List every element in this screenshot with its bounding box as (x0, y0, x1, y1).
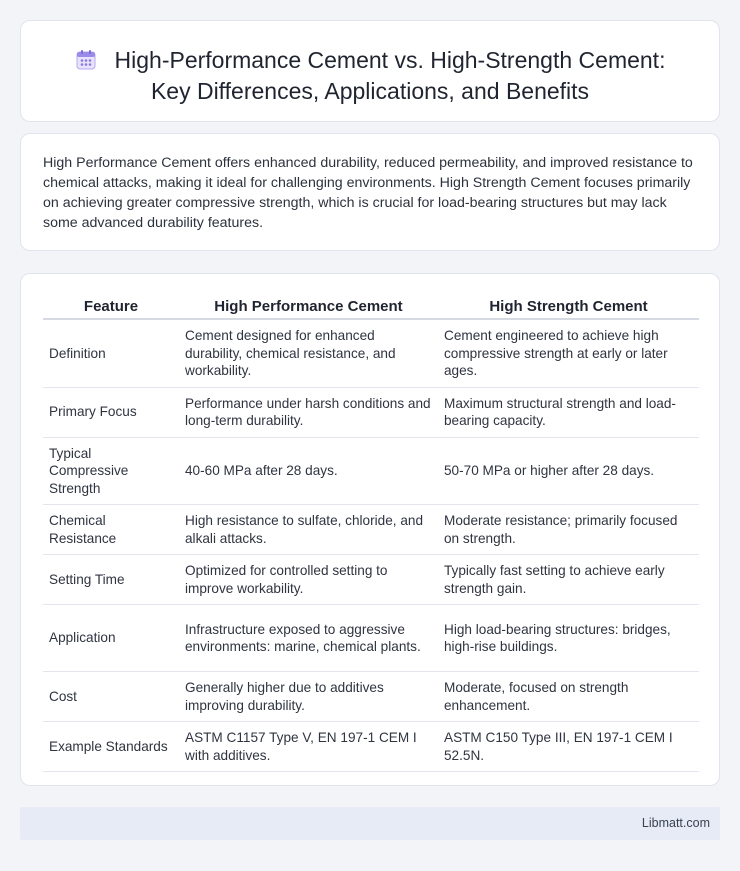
performance-cell: Optimized for controlled setting to improve workability. (179, 555, 438, 605)
strength-cell: Maximum structural strength and load-bearing capacity. (438, 387, 699, 437)
table-row (43, 505, 699, 555)
comparison-card (20, 273, 720, 786)
header-feature: Feature (43, 294, 179, 319)
performance-cell: High resistance to sulfate, chloride, and alkali attacks. (179, 505, 438, 555)
page-title-text: High-Performance Cement vs. High-Strength Cement: Key Differences, Applications, and Benefits (114, 47, 666, 104)
performance-cell: Cement designed for enhanced durability, chemical resistance, and workability. (179, 319, 438, 387)
table-row (43, 605, 699, 672)
table-row (43, 387, 699, 437)
page-title (61, 45, 679, 107)
feature-cell: Application (43, 605, 179, 672)
performance-cell: Infrastructure exposed to aggressive environments: marine, chemical plants. (179, 605, 438, 672)
strength-cell: Typically fast setting to achieve early strength gain. (438, 555, 699, 605)
feature-cell: Definition (43, 319, 179, 387)
table-row (43, 437, 699, 505)
calendar-grid-icon (75, 49, 97, 71)
intro-paragraph: High Performance Cement offers enhanced durability, reduced permeability, and improved resistance to chemical attacks, making it ideal for challenging environments. High Strength Cement focuses primarily on achieving greater compressive strength, which is crucial for load-bearing structures but may lack some advanced durability features. (43, 155, 693, 231)
table-row (43, 555, 699, 605)
performance-cell: Generally higher due to additives improving durability. (179, 672, 438, 722)
strength-cell: Cement engineered to achieve high compressive strength at early or later ages. (438, 319, 699, 387)
intro-card (20, 133, 720, 251)
feature-cell: Example Standards (43, 722, 179, 772)
table-row (43, 319, 699, 387)
strength-cell: Moderate resistance; primarily focused on strength. (438, 505, 699, 555)
feature-cell: Primary Focus (43, 387, 179, 437)
footer-site-link[interactable]: Libmatt.com (641, 816, 710, 830)
strength-cell: ASTM C150 Type III, EN 197-1 CEM I 52.5N. (438, 722, 699, 772)
feature-cell: Cost (43, 672, 179, 722)
feature-cell: Chemical Resistance (43, 505, 179, 555)
table-row (43, 672, 699, 722)
header-high-performance: High Performance Cement (179, 294, 438, 319)
strength-cell: 50-70 MPa or higher after 28 days. (438, 437, 699, 505)
performance-cell: 40-60 MPa after 28 days. (179, 437, 438, 505)
feature-cell: Typical Compressive Strength (43, 437, 179, 505)
performance-cell: Performance under harsh conditions and long-term durability. (179, 387, 438, 437)
performance-cell: ASTM C1157 Type V, EN 197-1 CEM I with additives. (179, 722, 438, 772)
comparison-table (43, 294, 699, 772)
table-row (43, 722, 699, 772)
table-header-row (43, 294, 699, 319)
feature-cell: Setting Time (43, 555, 179, 605)
footer-bar (20, 807, 720, 840)
strength-cell: High load-bearing structures: bridges, high-rise buildings. (438, 605, 699, 672)
strength-cell: Moderate, focused on strength enhancement. (438, 672, 699, 722)
title-card (20, 20, 720, 122)
header-high-strength: High Strength Cement (438, 294, 699, 319)
